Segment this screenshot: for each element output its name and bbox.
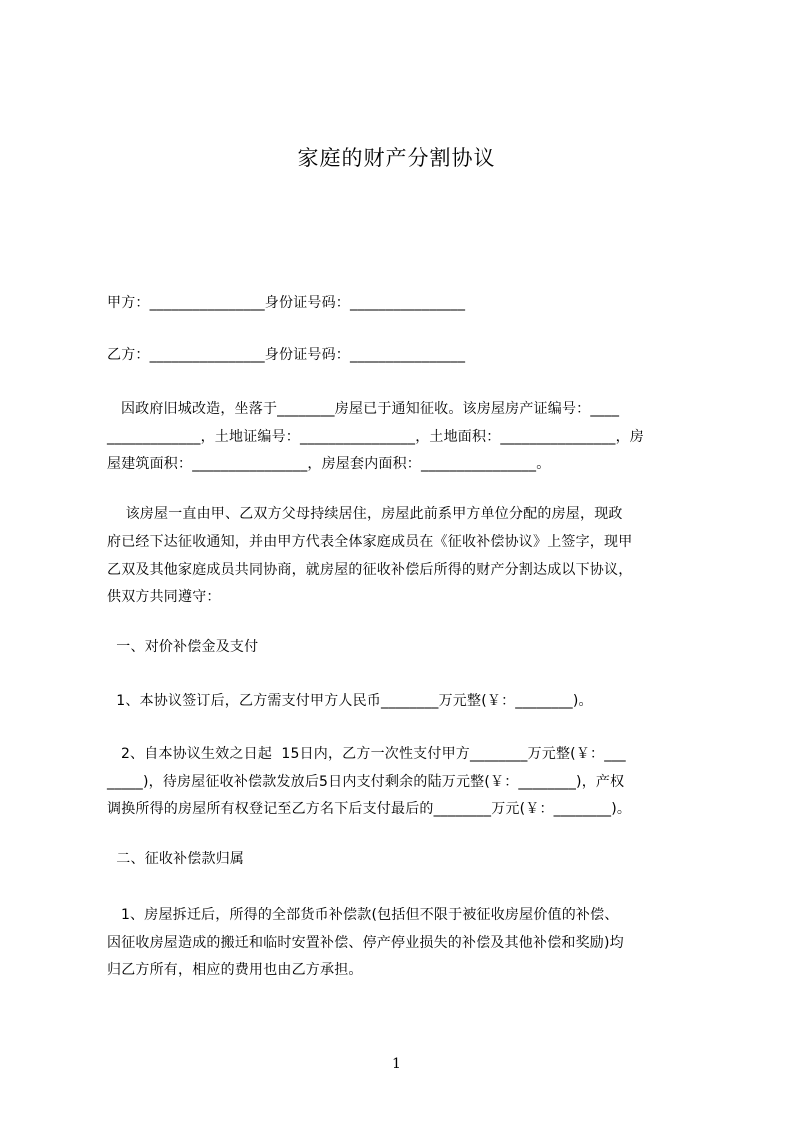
paragraph-1-line-3: 屋建筑面积：________________，房屋套内面积：________________。 [107,456,551,472]
section-1-item-2-line-2: _____)，待房屋征收补偿款发放后5日内支付剩余的陆万元整(￥：________)，产权 [107,774,625,790]
section-1-item-2-line-3: 调换所得的房屋所有权登记至乙方名下后支付最后的________万元(￥：________)。 [107,801,632,817]
section-1-item-2-line-1: 2、自本协议生效之日起 15日内，乙方一次性支付甲方________万元整(￥：___ [107,746,626,762]
section-2-item-1-line-3: 归乙方所有，相应的费用也由乙方承担。 [107,962,363,978]
paragraph-2-line-3: 乙双及其他家庭成员共同协商，就房屋的征收补偿后所得的财产分割达成以下协议， [107,562,633,578]
paragraph-2-line-2: 府已经下达征收通知，并由甲方代表全体家庭成员在《征收补偿协议》上签字，现甲 [107,534,633,550]
party-a-line: 甲方：________________身份证号码：________________ [107,295,466,311]
paragraph-2-line-4: 供双方共同遵守： [107,589,221,605]
paragraph-2-line-1: 该房屋一直由甲、乙双方父母持续居住，房屋此前系甲方单位分配的房屋，现政 [107,506,623,522]
paragraph-1-line-2: _____________，土地证编号：________________，土地面积：________________，房 [107,429,644,445]
section-2-item-1-line-1: 1、房屋拆迁后，所得的全部货币补偿款(包括但不限于被征收房屋价值的补偿、 [107,907,619,923]
section-2-item-1-line-2: 因征收房屋造成的搬迁和临时安置补偿、停产停业损失的补偿及其他补偿和奖励)均 [107,935,624,951]
section-1-heading: 一、对价补偿金及支付 [107,639,259,655]
paragraph-1-line-1: 因政府旧城改造，坐落于________房屋已于通知征收。该房屋房产证编号：____ [107,401,620,417]
section-2-heading: 二、征收补偿款归属 [107,851,245,867]
document-title: 家庭的财产分割协议 [297,146,496,170]
page-number: 1 [392,1056,401,1072]
party-b-line: 乙方：________________身份证号码：________________ [107,347,466,363]
section-1-item-1: 1、本协议签订后，乙方需支付甲方人民币________万元整(￥：________)。 [107,693,593,709]
